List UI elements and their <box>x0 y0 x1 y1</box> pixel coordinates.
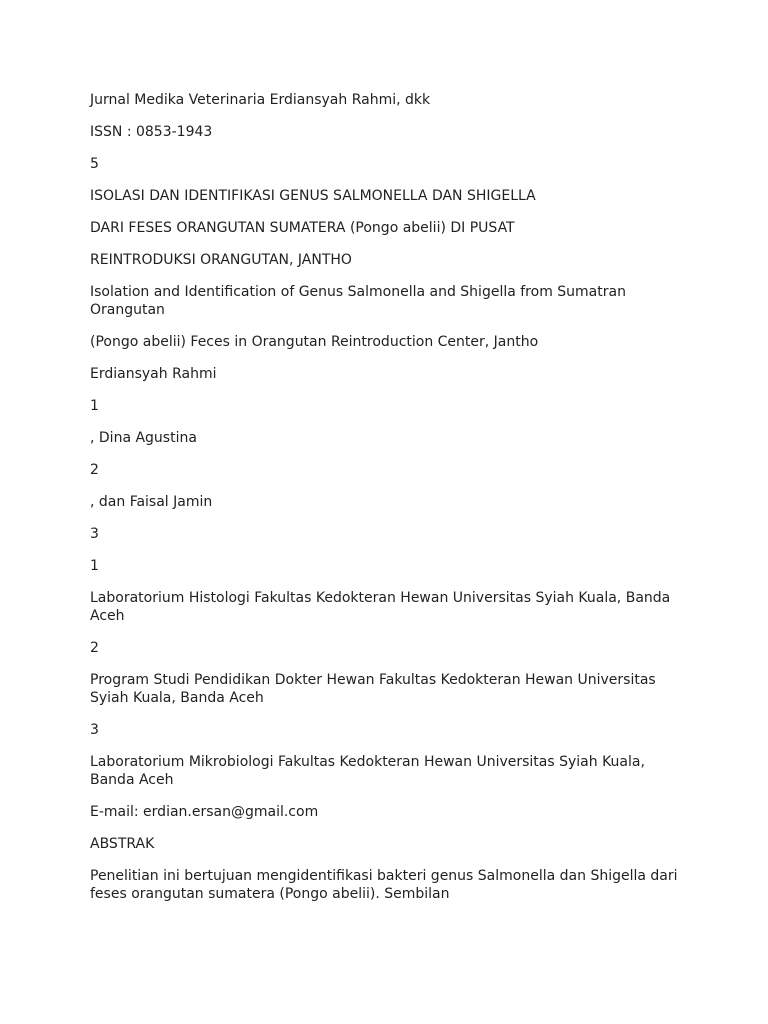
title-line-2: DARI FESES ORANGUTAN SUMATERA (Pongo abelii) DI PUSAT <box>90 220 515 236</box>
english-title-2: (Pongo abelii) Feces in Orangutan Reintroduction Center, Jantho <box>90 334 539 350</box>
abstract-heading: ABSTRAK <box>90 836 155 852</box>
title-line-1: ISOLASI DAN IDENTIFIKASI GENUS SALMONELLA DAN SHIGELLA <box>90 188 536 204</box>
affiliation-1: Laboratorium Histologi Fakultas Kedokteran Hewan Universitas Syiah Kuala, Banda Aceh <box>90 590 671 624</box>
page-number: 5 <box>90 156 99 172</box>
author-1-mark: 1 <box>90 398 99 414</box>
journal-header: Jurnal Medika Veterinaria Erdiansyah Rahmi, dkk <box>90 92 431 108</box>
document-page <box>90 91 680 917</box>
author-2: , Dina Agustina <box>90 430 197 446</box>
email: E-mail: erdian.ersan@gmail.com <box>90 804 319 820</box>
author-2-mark: 2 <box>90 462 99 478</box>
author-3-mark: 3 <box>90 526 99 542</box>
affiliation-3-mark: 3 <box>90 722 99 738</box>
english-title-1: Isolation and Identification of Genus Salmonella and Shigella from Sumatran Orangutan <box>90 284 626 318</box>
affiliation-2: Program Studi Pendidikan Dokter Hewan Fakultas Kedokteran Hewan Universitas Syiah Kuala, Banda Aceh <box>90 672 656 706</box>
affiliation-2-mark: 2 <box>90 640 99 656</box>
abstract-text: Penelitian ini bertujuan mengidentifikasi bakteri genus Salmonella dan Shigella dari feses orangutan sumatera (Pongo abelii). Sembilan <box>90 868 678 902</box>
affiliation-3: Laboratorium Mikrobiologi Fakultas Kedokteran Hewan Universitas Syiah Kuala, Banda Aceh <box>90 754 645 788</box>
title-line-3: REINTRODUKSI ORANGUTAN, JANTHO <box>90 252 352 268</box>
issn: ISSN : 0853-1943 <box>90 124 213 140</box>
author-3: , dan Faisal Jamin <box>90 494 213 510</box>
affiliation-1-mark: 1 <box>90 558 99 574</box>
author-1: Erdiansyah Rahmi <box>90 366 217 382</box>
